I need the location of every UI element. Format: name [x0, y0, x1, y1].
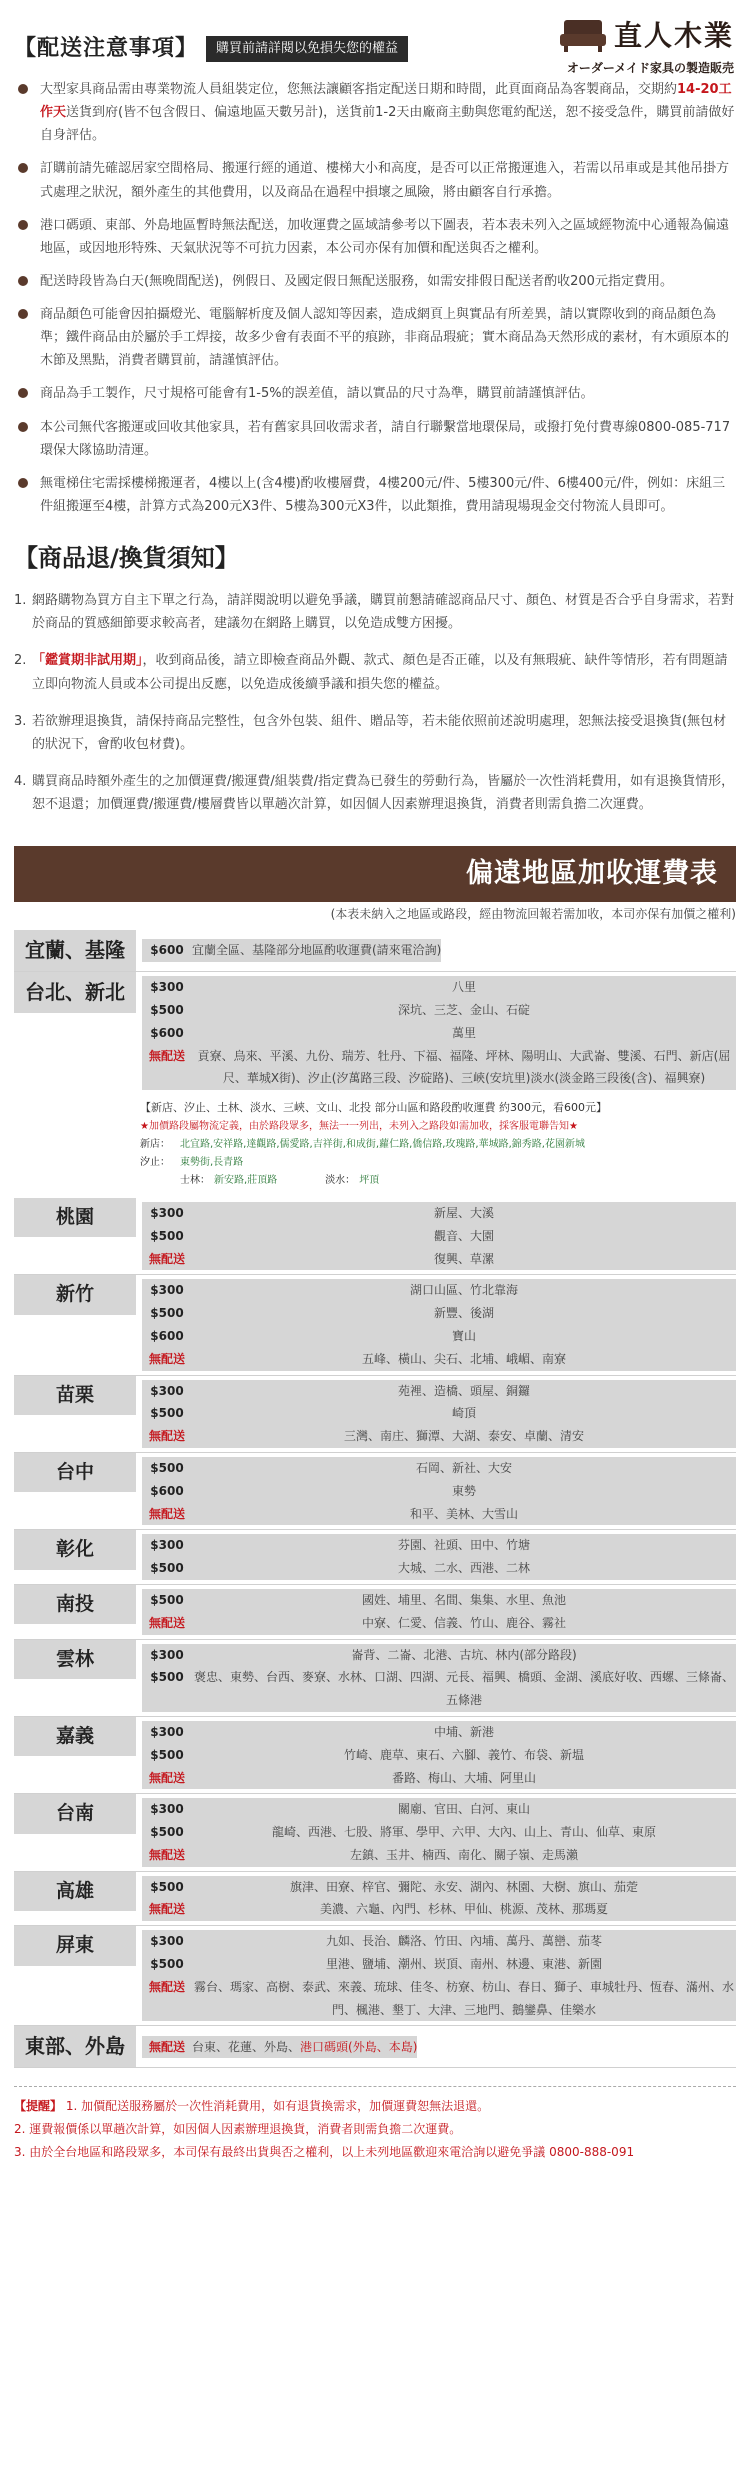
price: $500: [142, 1225, 192, 1248]
areas: 里港、鹽埔、潮州、崁頂、南州、林邊、東港、新園: [192, 1953, 736, 1976]
region-label: 台中: [14, 1453, 136, 1492]
notice-item: [18, 416, 736, 462]
region-block: [14, 1717, 736, 1794]
areas: 龍崎、西港、七股、將軍、學甲、六甲、大內、山上、青山、仙草、東原: [192, 1821, 736, 1844]
return-text-part: 若欲辦理退換貨，請保持商品完整性，包含外包裝、組件、贈品等，若未能依照前述說明處理，恕無法接受退換貨(無包材的狀況下，會酌收包材費)。: [32, 713, 727, 752]
notice-text-part: 本公司無代客搬運或回收其他家具，若有舊家具回收需求者，請自行聯繫當地環保局，或撥打免付費專線0800-085-717環保大隊協助清運。: [40, 419, 731, 458]
price: 無配送: [142, 1844, 192, 1867]
rate-row: [142, 999, 736, 1022]
rate-row: [142, 1876, 736, 1899]
notice-text: [40, 416, 736, 462]
rate-row: [142, 1425, 736, 1448]
district-roads: 東勢街,長青路: [180, 1156, 244, 1168]
region-rates: [136, 1926, 736, 2025]
areas: 中埔、新港: [192, 1721, 736, 1744]
areas: 竹崎、鹿草、東石、六腳、義竹、布袋、新塭: [192, 1744, 736, 1767]
region-label-cell: [14, 1198, 136, 1274]
areas: 觀音、大園: [192, 1225, 736, 1248]
areas: 湖口山區、竹北靠海: [192, 1279, 736, 1302]
areas: 芬園、社頭、田中、竹塘: [192, 1534, 736, 1557]
areas-highlight: 港口碼頭(外島、本島): [300, 2039, 418, 2054]
rate-row: [142, 1644, 736, 1667]
areas: 復興、草漯: [192, 1248, 736, 1271]
bullet-icon: [18, 422, 28, 432]
areas: 五峰、橫山、尖石、北埔、峨嵋、南寮: [192, 1348, 736, 1371]
rate-row: [142, 1202, 736, 1225]
region-label: 台南: [14, 1794, 136, 1833]
return-text-part: ，收到商品後，請立即檢查商品外觀、款式、顏色是否正確，以及有無瑕疵、缺件等情形，若有問題請立即向物流人員或本公司提出反應，以免造成後續爭議和損失您的權益。: [32, 653, 728, 692]
price: $600: [142, 1325, 192, 1348]
tips-head: 【提醒】: [14, 2099, 63, 2114]
region-list: [0, 1198, 750, 2027]
region-rates: [136, 1275, 736, 1374]
rate-row: [142, 1844, 736, 1867]
price: 無配送: [142, 1248, 192, 1271]
areas: 三灣、南庄、獅潭、大湖、泰安、卓蘭、清安: [192, 1425, 736, 1448]
rate-row: [142, 1589, 736, 1612]
price: 無配送: [142, 2036, 192, 2059]
price: $300: [142, 1644, 192, 1667]
region-rates: [136, 1530, 736, 1584]
region-rates: [136, 1376, 736, 1452]
areas: 褒忠、東勢、台西、麥寮、水林、口湖、四湖、元長、福興、橋頭、金湖、溪底好收、西螺、三條崙、五條港: [192, 1666, 736, 1712]
region-rates: [136, 1794, 736, 1870]
district-key: 淡水：: [325, 1174, 356, 1186]
return-text: [32, 589, 736, 635]
tip-line: 1. 加價配送服務屬於一次性消耗費用，如有退貨換需求，加價運費恕無法退還。: [65, 2099, 490, 2114]
return-number: 3.: [14, 713, 27, 729]
region-rates: [136, 1717, 736, 1793]
shipping-note: (本表未納入之地區或路段，經由物流回報若需加收，本司亦保有加價之權利): [330, 907, 736, 922]
notice-highlight: 14-20工作天: [40, 82, 732, 121]
rate-row: [142, 1721, 736, 1744]
rate-row: [142, 1930, 736, 1953]
areas: 中寮、仁愛、信義、竹山、鹿谷、霧社: [192, 1612, 736, 1635]
areas: 宜蘭全區、基隆部分地區酌收運費(請來電洽詢): [192, 939, 441, 962]
areas: 萬里: [192, 1022, 736, 1045]
brand-name: 直人木業: [613, 19, 734, 52]
rate-row: [142, 1953, 736, 1976]
region-label: 彰化: [14, 1530, 136, 1569]
return-item: [14, 770, 736, 816]
region-label-cell: [14, 1376, 136, 1452]
price: $300: [142, 1279, 192, 1302]
region-label-cell: [14, 1717, 136, 1793]
rate-row: [142, 1534, 736, 1557]
notice-text: [40, 157, 736, 203]
notice-text-part: 商品顏色可能會因拍攝燈光、電腦解析度及個人認知等因素，造成網頁上與實品有所差異，請以實際收到的商品顏色為準；鐵件商品由於屬於手工焊接，故多少會有表面不平的痕跡，非商品瑕疵；實木商品為天然形成的素材，有木頭原本的木節及黑點，消費者購買前，請謹慎評估。: [40, 307, 730, 369]
taipei-surcharge-notes: [140, 1098, 736, 1190]
return-text-part: 購買商品時額外產生的之加價運費/搬運費/組裝費/指定費為已發生的勞動行為，皆屬於一次性消耗費用，如有退換貨情形，恕不退還；加價運費/搬運費/樓層費皆以單趟次計算，如因個人因素辦理退換貨，消費者則需負擔二次運費。: [32, 773, 735, 813]
notice-text: [40, 214, 736, 260]
rate-row: [142, 1380, 736, 1403]
areas: 新豐、後湖: [192, 1302, 736, 1325]
notice-text: [40, 472, 736, 518]
price: 無配送: [142, 1425, 192, 1448]
areas: 東勢: [192, 1480, 736, 1503]
surcharge-line: 【新店、汐止、土林、淡水、三峽、文山、北投 部分山區和路段酌收運費 約300元，看600元】: [140, 1101, 607, 1115]
bullet-icon: [18, 163, 28, 173]
price: $500: [142, 1744, 192, 1767]
region-block: [14, 1585, 736, 1640]
tip-line: 3. 由於全台地區和路段眾多，本司保有最終出貨與否之權利，以上未列地區歡迎來電洽詢以避免爭議 0800-888-091: [14, 2145, 635, 2160]
rate-row: [142, 1666, 736, 1712]
return-text: [32, 710, 736, 756]
areas: 左鎮、玉井、楠西、南化、關子嶺、走馬瀨: [192, 1844, 736, 1867]
price: $500: [142, 999, 192, 1022]
areas: 苑裡、造橋、頭屋、銅鑼: [192, 1380, 736, 1403]
return-item: [14, 649, 736, 695]
region-label: 東部、外島: [14, 2026, 136, 2067]
price: $500: [142, 1953, 192, 1976]
region-taipei: [14, 972, 736, 1094]
rate-row: [142, 1225, 736, 1248]
district-key: 士林：: [180, 1174, 210, 1186]
areas: 和平、美林、大雪山: [192, 1503, 736, 1526]
region-block: [14, 1453, 736, 1530]
notice-text-part: 送貨到府(皆不包含假日、偏遠地區天數另計)，送貨前1-2天由廠商主動與您電約配送，恕不接受急件，購買前請做好自身評估。: [40, 105, 735, 144]
region-rates: [136, 1453, 736, 1529]
notice-item: [18, 157, 736, 203]
district-key: 汐止：: [140, 1156, 170, 1168]
notice-text-part: 訂購前請先確認居家空間格局、搬運行經的通道、樓梯大小和高度，是否可以正常搬運進入，若需以吊車或是其他吊掛方式處理之狀況，額外產生的其他費用，以及商品在過程中損壞之風險，將由顧客自行承擔。: [40, 161, 730, 200]
price: $300: [142, 1534, 192, 1557]
notice-text: [40, 382, 594, 405]
rate-row: [142, 1348, 736, 1371]
region-label: 新竹: [14, 1275, 136, 1314]
price: 無配送: [142, 1348, 192, 1371]
return-number: 1.: [14, 593, 27, 609]
rate-row: [142, 1302, 736, 1325]
surcharge-disclaimer: ★加價路段屬物流定義，由於路段眾多，無法一一列出，未列入之路段如需加收，採客服電聯告知★: [140, 1120, 578, 1132]
region-block: [14, 1275, 736, 1375]
region-label: 南投: [14, 1585, 136, 1624]
region-label-cell: [14, 1275, 136, 1374]
areas: 大城、二水、西港、二林: [192, 1557, 736, 1580]
notice-text: [40, 270, 673, 293]
rate-row: [142, 976, 736, 999]
price: $600: [142, 1480, 192, 1503]
header-title-group: [14, 32, 408, 66]
areas: 台東、花蓮、外島、: [192, 2039, 301, 2054]
region-block: [14, 1926, 736, 2026]
notice-item: [18, 382, 736, 405]
price: $300: [142, 1380, 192, 1403]
bullet-icon: [18, 276, 28, 286]
district-roads: 新安路,莊頂路: [214, 1174, 278, 1186]
price: 無配送: [142, 1898, 192, 1921]
region-label: 台北、新北: [14, 972, 136, 1013]
region-rates: [136, 1872, 736, 1926]
region-label: 雲林: [14, 1640, 136, 1679]
region-label: 屏東: [14, 1926, 136, 1965]
bullet-icon: [18, 309, 28, 319]
areas: 旗津、田寮、梓官、彌陀、永安、湖內、林園、大樹、旗山、茄萣: [192, 1876, 736, 1899]
price: $300: [142, 1930, 192, 1953]
areas: 新屋、大溪: [192, 1202, 736, 1225]
notice-item: [18, 78, 736, 147]
areas: 崎頂: [192, 1402, 736, 1425]
rate-row: [142, 1248, 736, 1271]
price: $300: [142, 1202, 192, 1225]
price: $500: [142, 1557, 192, 1580]
return-item: [14, 710, 736, 756]
return-number: 4.: [14, 773, 27, 789]
notice-item: [18, 303, 736, 372]
district-row: [140, 1136, 736, 1154]
price: 無配送: [142, 1045, 192, 1091]
price: 無配送: [142, 1503, 192, 1526]
region-label-cell: [14, 1640, 136, 1716]
price: 無配送: [142, 1767, 192, 1790]
notice-text-part: 配送時段皆為白天(無晚間配送)，例假日、及國定假日無配送服務，如需安排假日配送者酌收200元指定費用。: [40, 273, 673, 289]
district-roads: 北宜路,安祥路,達觀路,儒愛路,吉祥街,和成街,蘿仁路,僑信路,玫瑰路,華城路,錦秀路,花園新城: [180, 1138, 585, 1150]
return-item: [14, 589, 736, 635]
shipping-banner: 偏遠地區加收運費表: [14, 846, 736, 902]
returns-list: [0, 589, 750, 816]
rate-row: [142, 1457, 736, 1480]
region-rates: [136, 1640, 736, 1716]
header-tagline: 購買前請詳閱以免損失您的權益: [206, 36, 408, 62]
areas: 霧台、瑪家、高樹、泰武、來義、琉球、佳冬、枋寮、枋山、春日、獅子、車城牡丹、恆春、滿州、水門、楓港、墾丁、大津、三地門、鵝鑾鼻、佳樂水: [192, 1976, 736, 2022]
price: $300: [142, 1798, 192, 1821]
region-label-cell: [14, 1872, 136, 1926]
header: [0, 0, 750, 76]
notice-text: [40, 303, 736, 372]
price: $500: [142, 1876, 192, 1899]
rate-row: [142, 1821, 736, 1844]
rate-row: [142, 1279, 736, 1302]
region-label: 宜蘭、基隆: [14, 930, 136, 971]
sofa-icon: [560, 20, 606, 52]
return-text: [32, 649, 736, 695]
notice-text: [40, 78, 736, 147]
tip-line: 2. 運費報價係以單趟次計算，如因個人因素辦理退換貨，消費者則需負擔二次運費。: [14, 2122, 462, 2137]
region-label-cell: [14, 1926, 136, 2025]
district-row: [140, 1154, 736, 1172]
notice-text-part: 商品為手工製作，尺寸規格可能會有1-5%的誤差值，請以實品的尺寸為準，購買前請謹慎評估。: [40, 386, 594, 402]
price: 無配送: [142, 1612, 192, 1635]
district-key: [140, 1172, 180, 1190]
areas: 崙背、二崙、北港、古坑、林内(部分路段): [192, 1644, 736, 1667]
notice-text-part: 大型家具商品需由專業物流人員組裝定位，您無法讓顧客指定配送日期和時間，此頁面商品為客製商品，交期約: [40, 82, 678, 97]
rate-row: [142, 1045, 736, 1091]
price: 無配送: [142, 1976, 192, 2022]
price: $500: [142, 1589, 192, 1612]
price: $600: [142, 1022, 192, 1045]
return-highlight: 「鑑賞期非試用期」: [32, 653, 143, 669]
district-key: 新店：: [140, 1138, 170, 1150]
region-rates: [136, 1585, 736, 1639]
region-block: [14, 1198, 736, 1275]
price: $500: [142, 1302, 192, 1325]
region-label-cell: [14, 1794, 136, 1870]
rate-row: [142, 1480, 736, 1503]
areas: 八里: [192, 976, 736, 999]
price: $500: [142, 1821, 192, 1844]
region-label: 高雄: [14, 1872, 136, 1911]
areas: 深坑、三芝、金山、石碇: [192, 999, 736, 1022]
notice-item: [18, 472, 736, 518]
areas: 貢寮、烏來、平溪、九份、瑞芳、牡丹、下福、福隆、坪林、陽明山、大武崙、雙溪、石門、新店(屈尺、華城X街)、汐止(汐萬路三段、汐碇路)、三峽(安坑里)淡水(淡金路三段後(含)、福興寮): [192, 1045, 736, 1091]
areas: 國姓、埔里、名間、集集、水里、魚池: [192, 1589, 736, 1612]
notice-item: [18, 214, 736, 260]
region-label: 嘉義: [14, 1717, 136, 1756]
region-label-cell: [14, 1453, 136, 1529]
areas: 寶山: [192, 1325, 736, 1348]
brand-logo: [560, 14, 734, 78]
shipping-tips: [14, 2086, 736, 2163]
rate-row: [142, 1744, 736, 1767]
brand-subtitle: オーダーメイド家具の製造販売: [566, 61, 734, 76]
rate-row: [142, 1612, 736, 1635]
region-label-cell: [14, 1585, 136, 1639]
region-label-cell: [14, 1530, 136, 1584]
areas: 石岡、新社、大安: [192, 1457, 736, 1480]
bullet-icon: [18, 478, 28, 488]
returns-title: 【商品退/換貨須知】: [14, 544, 239, 572]
areas: 關廟、官田、白河、東山: [192, 1798, 736, 1821]
price: $500: [142, 1457, 192, 1480]
region-block: [14, 1376, 736, 1453]
region-rates: [136, 1198, 736, 1274]
bullet-icon: [18, 388, 28, 398]
region-block: [14, 1794, 736, 1871]
rate-row: [142, 1767, 736, 1790]
price: $300: [142, 976, 192, 999]
rate-row: [142, 1557, 736, 1580]
areas: 美濃、六龜、內門、杉林、甲仙、桃源、茂林、那瑪夏: [192, 1898, 736, 1921]
price: $300: [142, 1721, 192, 1744]
region-east-islands: [14, 2026, 736, 2068]
rate-row: [142, 1976, 736, 2022]
rate-row: [142, 1503, 736, 1526]
region-label: 桃園: [14, 1198, 136, 1237]
delivery-notice-list: [0, 72, 750, 518]
rate-row: [142, 1402, 736, 1425]
notice-text-part: 無電梯住宅需採樓梯搬運者，4樓以上(含4樓)酌收樓層費，4樓200元/件、5樓300元/件、6樓400元/件，例如：床組三件組搬運至4樓，計算方式為200元X3件、5樓為300元X3件，以此類推，費用請現場現金交付物流人員即可。: [40, 475, 726, 514]
bullet-icon: [18, 220, 28, 230]
rate-row: [142, 1898, 736, 1921]
rate-row: [142, 1798, 736, 1821]
rate-row: [142, 1022, 736, 1045]
rate-row: [142, 1325, 736, 1348]
district-roads: 坪頂: [359, 1174, 380, 1186]
price: $500: [142, 1402, 192, 1425]
return-text-part: 網路購物為買方自主下單之行為，請詳閱說明以避免爭議，購買前懇請確認商品尺寸、顏色、材質是否合乎自身需求，若對於商品的質感細節要求較高者，建議勿在網路上購買，以免造成雙方困擾。: [32, 593, 735, 632]
areas: 九如、長治、麟洛、竹田、內埔、萬丹、萬巒、茄苳: [192, 1930, 736, 1953]
region-yilan: [14, 930, 736, 972]
return-number: 2.: [14, 653, 27, 669]
region-block: [14, 1530, 736, 1585]
region-block: [14, 1640, 736, 1717]
return-text: [32, 770, 736, 816]
page-title: 【配送注意事項】: [14, 36, 199, 61]
region-label: 苗栗: [14, 1376, 136, 1415]
notice-text-part: 港口碼頭、東部、外島地區暫時無法配送，加收運費之區域請參考以下圖表，若本表未列入之區域經物流中心通報為偏遠地區，或因地形特殊、天氣狀況等不可抗力因素，本公司亦保有加價和配送與否之權利。: [40, 217, 730, 256]
region-block: [14, 1872, 736, 1927]
bullet-icon: [18, 84, 28, 94]
price: $500: [142, 1666, 192, 1712]
areas: 番路、梅山、大埔、阿里山: [192, 1767, 736, 1790]
price: $600: [142, 939, 192, 962]
notice-item: [18, 270, 736, 293]
